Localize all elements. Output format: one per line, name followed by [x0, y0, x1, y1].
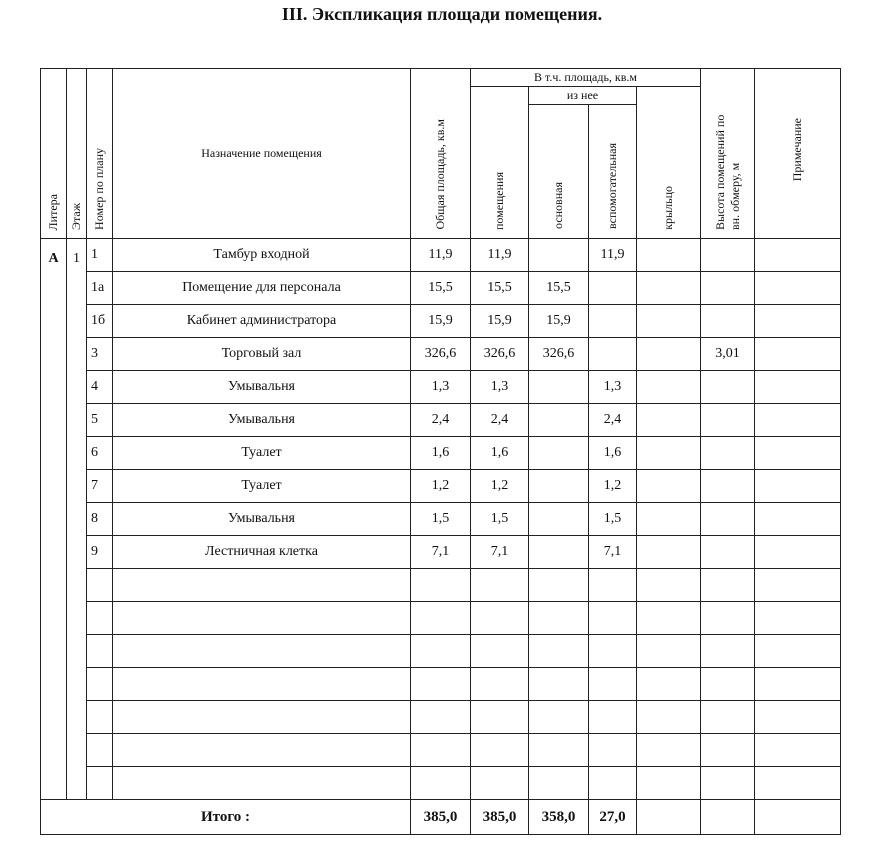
cell-osn [529, 371, 589, 404]
table-row [41, 305, 841, 338]
table-row [41, 272, 841, 305]
cell-kr [637, 701, 701, 734]
cell-pom: 326,6 [471, 338, 529, 371]
header-naznachenie: Назначение помещения [113, 69, 411, 239]
cell-note [755, 635, 841, 668]
cell-osn [529, 668, 589, 701]
table-row [41, 404, 841, 437]
cell-vsp: 1,2 [589, 470, 637, 503]
cell-pom [471, 602, 529, 635]
cell-h [701, 668, 755, 701]
cell-vsp: 11,9 [589, 239, 637, 272]
cell-h [701, 701, 755, 734]
cell-n [87, 569, 113, 602]
table-row [41, 767, 841, 800]
cell-h: 3,01 [701, 338, 755, 371]
cell-name: Лестничная клетка [113, 536, 411, 569]
cell-kr [637, 437, 701, 470]
cell-pom: 11,9 [471, 239, 529, 272]
cell-kr [637, 272, 701, 305]
cell-osn: 15,9 [529, 305, 589, 338]
cell-kr [637, 371, 701, 404]
cell-note [755, 470, 841, 503]
cell-kr [637, 503, 701, 536]
cell-h [701, 734, 755, 767]
cell-note [755, 734, 841, 767]
cell-n [87, 734, 113, 767]
header-vspomogatelnaya: вспомогательная [605, 143, 619, 229]
cell-h [701, 371, 755, 404]
cell-total: 1,2 [411, 470, 471, 503]
total-label: Итого : [41, 800, 411, 835]
header-etazh: Этаж [69, 203, 83, 230]
etazh-cell: 1 [67, 239, 87, 800]
cell-vsp [589, 338, 637, 371]
cell-h [701, 569, 755, 602]
table-row [41, 734, 841, 767]
litera-cell: А [41, 239, 67, 800]
cell-pom [471, 734, 529, 767]
cell-pom: 1,2 [471, 470, 529, 503]
cell-kr [637, 404, 701, 437]
header-pomeshcheniya: помещения [492, 171, 506, 230]
cell-total: 1,6 [411, 437, 471, 470]
header-primechanie: Примечание [790, 117, 805, 182]
header-vysota: Высота помещений по вн. обмеру, м [712, 114, 742, 230]
cell-name: Туалет [113, 437, 411, 470]
cell-name: Туалет [113, 470, 411, 503]
cell-name: Умывальня [113, 503, 411, 536]
total-note [755, 800, 841, 835]
cell-osn [529, 239, 589, 272]
table-row [41, 371, 841, 404]
cell-n: 5 [87, 404, 113, 437]
cell-name [113, 602, 411, 635]
cell-total [411, 734, 471, 767]
cell-osn [529, 536, 589, 569]
cell-note [755, 503, 841, 536]
cell-osn [529, 734, 589, 767]
cell-note [755, 305, 841, 338]
cell-n: 4 [87, 371, 113, 404]
cell-total: 15,9 [411, 305, 471, 338]
header-vtch: В т.ч. площадь, кв.м [471, 69, 701, 87]
cell-vsp: 1,6 [589, 437, 637, 470]
cell-pom: 1,3 [471, 371, 529, 404]
cell-osn [529, 767, 589, 800]
cell-vsp [589, 602, 637, 635]
cell-pom [471, 767, 529, 800]
cell-kr [637, 536, 701, 569]
cell-note [755, 338, 841, 371]
cell-h [701, 305, 755, 338]
cell-total: 15,5 [411, 272, 471, 305]
cell-osn [529, 701, 589, 734]
table-row [41, 635, 841, 668]
cell-h [701, 602, 755, 635]
cell-vsp [589, 569, 637, 602]
cell-pom: 15,9 [471, 305, 529, 338]
cell-osn [529, 569, 589, 602]
cell-name [113, 767, 411, 800]
cell-note [755, 272, 841, 305]
cell-kr [637, 734, 701, 767]
cell-kr [637, 569, 701, 602]
cell-pom [471, 668, 529, 701]
cell-h [701, 635, 755, 668]
cell-name: Тамбур входной [113, 239, 411, 272]
cell-osn [529, 503, 589, 536]
cell-osn [529, 470, 589, 503]
cell-vsp: 1,5 [589, 503, 637, 536]
cell-total: 1,3 [411, 371, 471, 404]
cell-n [87, 668, 113, 701]
header-nomer: Номер по плану [92, 148, 106, 230]
cell-note [755, 437, 841, 470]
cell-pom: 7,1 [471, 536, 529, 569]
cell-pom [471, 635, 529, 668]
header-iz-nee: из нее [529, 87, 637, 105]
cell-total: 1,5 [411, 503, 471, 536]
total-kr [637, 800, 701, 835]
cell-n [87, 767, 113, 800]
cell-note [755, 404, 841, 437]
cell-pom: 15,5 [471, 272, 529, 305]
cell-name: Помещение для персонала [113, 272, 411, 305]
cell-vsp [589, 635, 637, 668]
cell-kr [637, 635, 701, 668]
cell-vsp [589, 767, 637, 800]
cell-vsp [589, 272, 637, 305]
cell-osn [529, 602, 589, 635]
cell-kr [637, 305, 701, 338]
total-h [701, 800, 755, 835]
cell-n: 9 [87, 536, 113, 569]
cell-vsp: 2,4 [589, 404, 637, 437]
total-pom: 385,0 [471, 800, 529, 835]
cell-vsp [589, 734, 637, 767]
table-row [41, 338, 841, 371]
cell-kr [637, 239, 701, 272]
cell-n [87, 602, 113, 635]
cell-osn [529, 635, 589, 668]
total-osn: 358,0 [529, 800, 589, 835]
cell-kr [637, 668, 701, 701]
cell-n: 6 [87, 437, 113, 470]
table-row [41, 503, 841, 536]
cell-name [113, 668, 411, 701]
table-row [41, 536, 841, 569]
cell-vsp [589, 701, 637, 734]
cell-note [755, 536, 841, 569]
table-row [41, 602, 841, 635]
header-obshaya: Общая площадь, кв.м [433, 119, 447, 230]
cell-kr [637, 338, 701, 371]
cell-pom [471, 701, 529, 734]
table-row [41, 437, 841, 470]
cell-total [411, 767, 471, 800]
cell-name [113, 734, 411, 767]
cell-total: 2,4 [411, 404, 471, 437]
cell-total [411, 602, 471, 635]
cell-note [755, 239, 841, 272]
total-vsp: 27,0 [589, 800, 637, 835]
cell-note [755, 701, 841, 734]
cell-n [87, 635, 113, 668]
cell-osn [529, 404, 589, 437]
cell-total [411, 668, 471, 701]
cell-h [701, 536, 755, 569]
cell-h [701, 470, 755, 503]
cell-total: 11,9 [411, 239, 471, 272]
cell-total [411, 569, 471, 602]
cell-total [411, 701, 471, 734]
table-row [41, 569, 841, 602]
cell-vsp: 1,3 [589, 371, 637, 404]
table-row [41, 470, 841, 503]
cell-n: 1а [87, 272, 113, 305]
cell-name [113, 635, 411, 668]
cell-h [701, 437, 755, 470]
cell-pom: 1,6 [471, 437, 529, 470]
cell-h [701, 404, 755, 437]
cell-osn [529, 437, 589, 470]
cell-h [701, 503, 755, 536]
cell-vsp [589, 668, 637, 701]
cell-pom: 2,4 [471, 404, 529, 437]
cell-kr [637, 602, 701, 635]
cell-name: Умывальня [113, 371, 411, 404]
total-area: 385,0 [411, 800, 471, 835]
cell-total: 326,6 [411, 338, 471, 371]
total-row [41, 800, 841, 835]
cell-note [755, 668, 841, 701]
cell-note [755, 569, 841, 602]
header-litera: Литера [46, 193, 60, 230]
cell-pom: 1,5 [471, 503, 529, 536]
cell-kr [637, 767, 701, 800]
cell-note [755, 767, 841, 800]
document-title: III. Экспликация площади помещения. [281, 4, 603, 24]
cell-h [701, 239, 755, 272]
cell-n: 7 [87, 470, 113, 503]
cell-n: 1б [87, 305, 113, 338]
cell-name: Торговый зал [113, 338, 411, 371]
cell-pom [471, 569, 529, 602]
table-row [41, 239, 841, 272]
cell-n: 3 [87, 338, 113, 371]
cell-note [755, 371, 841, 404]
table-row [41, 668, 841, 701]
explication-table [40, 68, 841, 835]
cell-name [113, 701, 411, 734]
cell-total: 7,1 [411, 536, 471, 569]
table-row [41, 701, 841, 734]
cell-osn: 326,6 [529, 338, 589, 371]
header-krylco: крыльцо [661, 186, 676, 230]
cell-total [411, 635, 471, 668]
cell-kr [637, 470, 701, 503]
cell-h [701, 272, 755, 305]
cell-vsp [589, 305, 637, 338]
cell-note [755, 602, 841, 635]
header-osnovnaya: основная [551, 182, 565, 229]
cell-n: 1 [87, 239, 113, 272]
cell-n [87, 701, 113, 734]
cell-vsp: 7,1 [589, 536, 637, 569]
cell-h [701, 767, 755, 800]
cell-name [113, 569, 411, 602]
cell-name: Кабинет администратора [113, 305, 411, 338]
cell-n: 8 [87, 503, 113, 536]
cell-osn: 15,5 [529, 272, 589, 305]
cell-name: Умывальня [113, 404, 411, 437]
